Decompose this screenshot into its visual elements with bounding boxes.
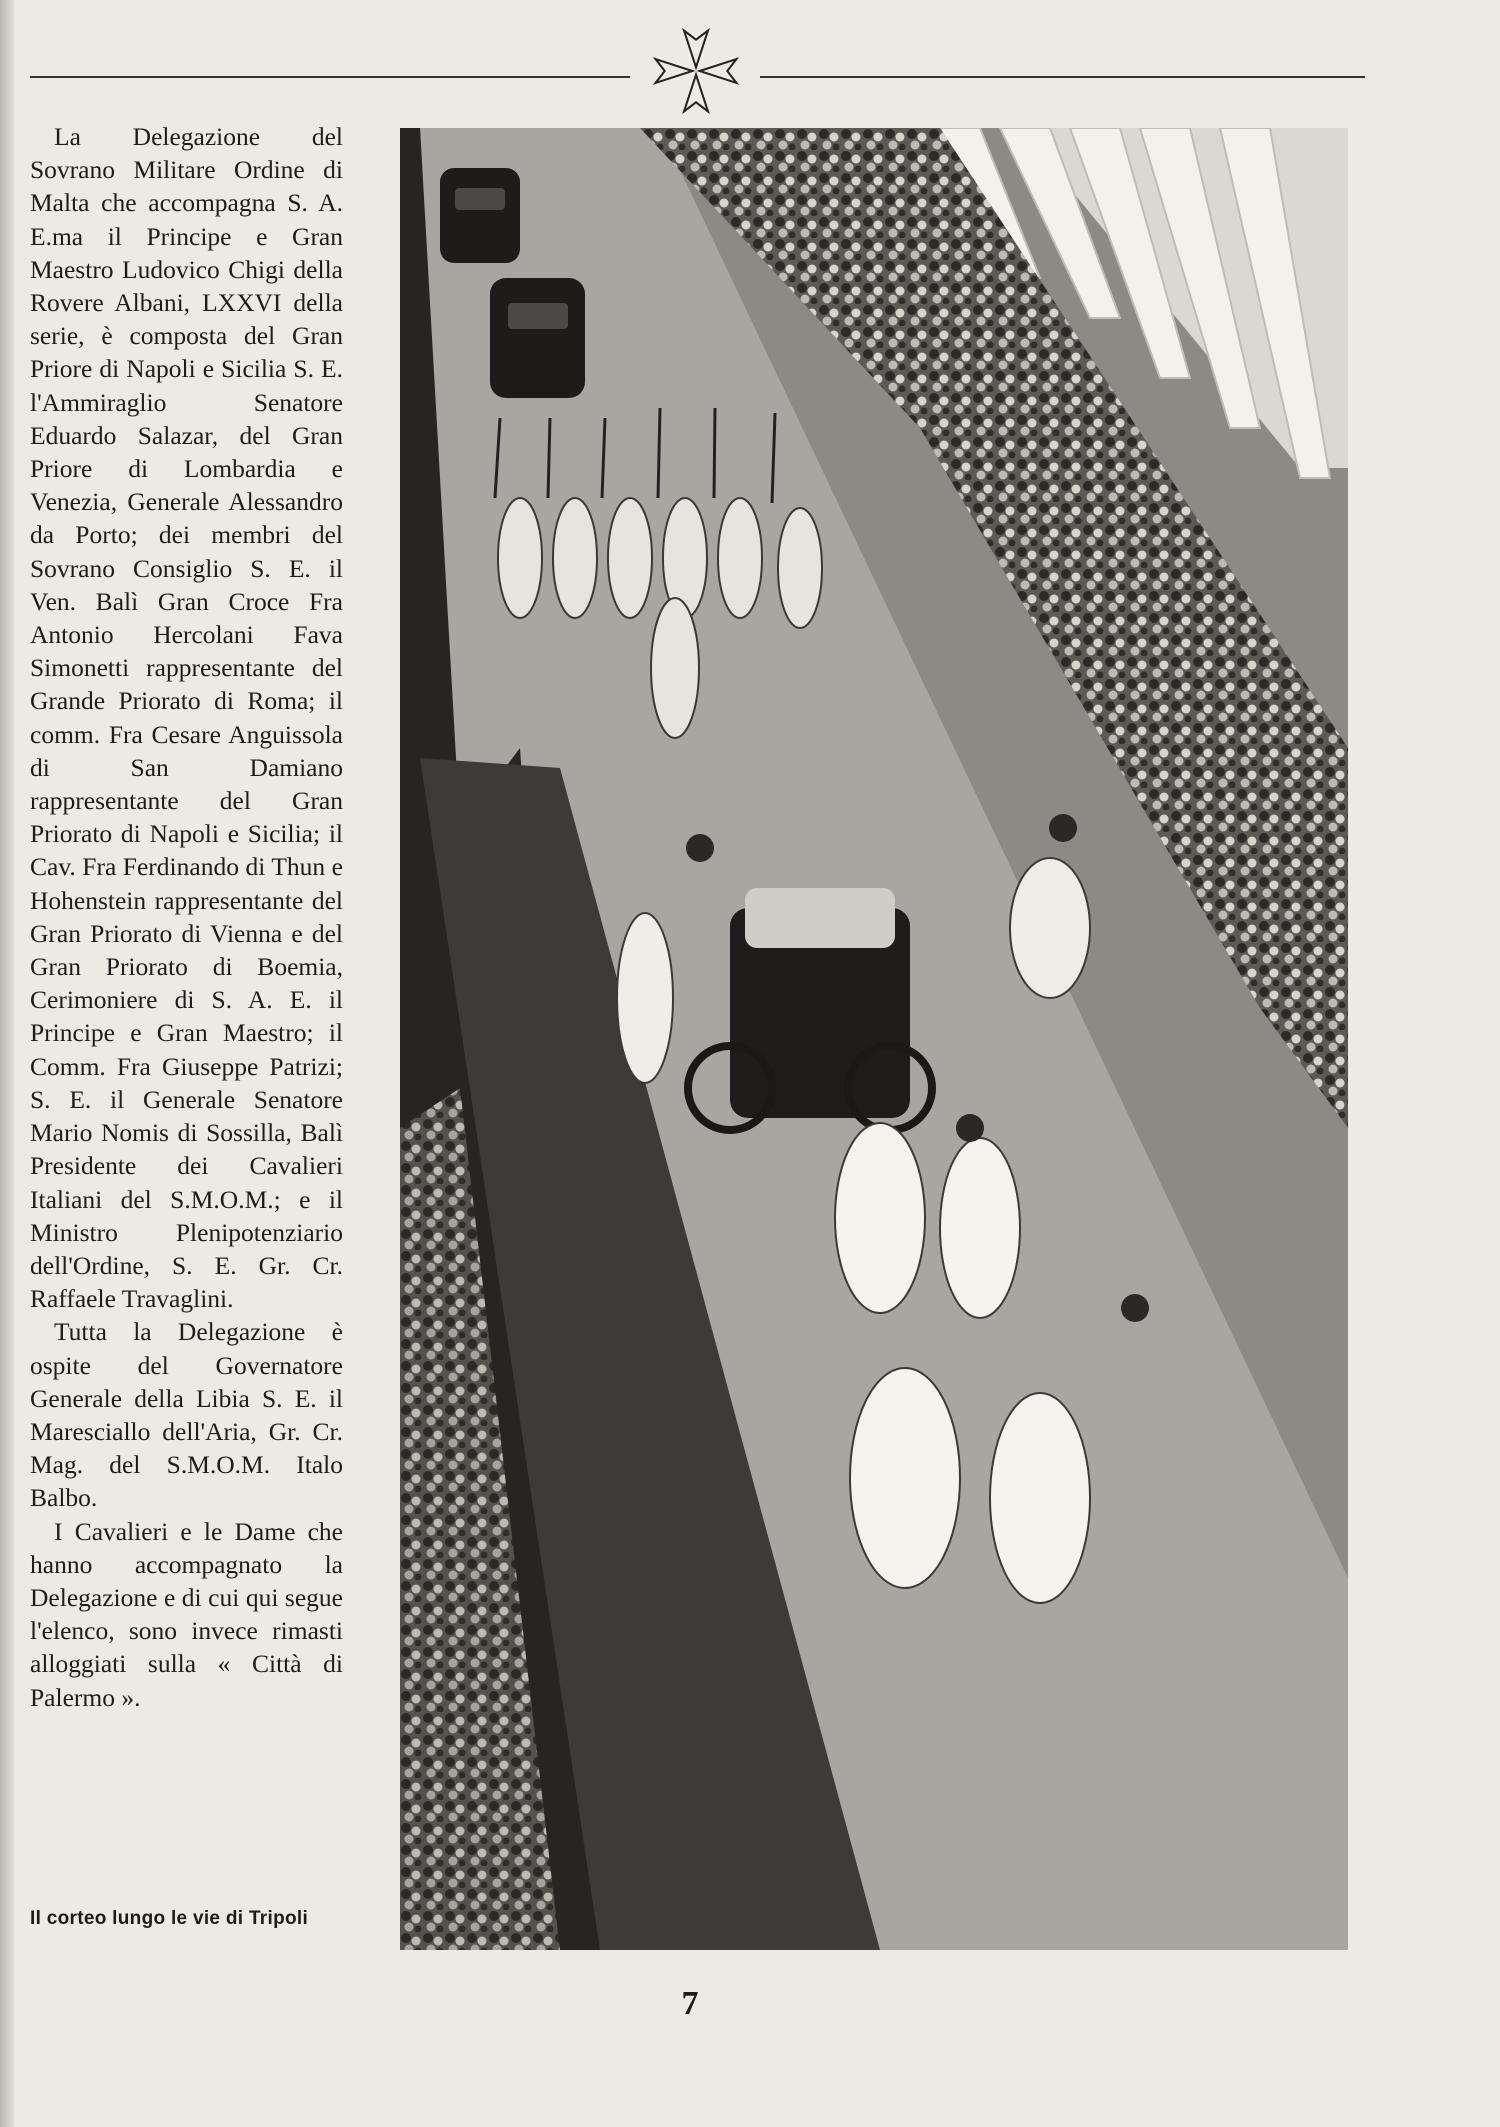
maltese-cross-icon xyxy=(650,25,742,117)
paragraph-host: Tutta la Delegazione è ospite del Governatore Generale della Libia S. E. il Maresciallo dell'Aria, Gr. Cr. Mag. del S.M.O.M. Italo Balbo. xyxy=(30,1317,343,1513)
page-number: 7 xyxy=(681,1985,699,2022)
header-rule-right xyxy=(760,76,1365,78)
page-edge xyxy=(0,0,14,2127)
article-text xyxy=(30,120,343,1714)
parade-photograph xyxy=(400,128,1348,1950)
paragraph-knights: I Cavalieri e le Dame che hanno accompagnato la Delegazione e di cui qui segue l'elenco, sono invece rimasti alloggiati sulla « Città di Palermo ». xyxy=(30,1516,343,1712)
header-rule-left xyxy=(30,76,630,78)
photo-caption: Il corteo lungo le vie di Tripoli xyxy=(30,1908,309,1929)
paragraph-delegation: La Delegazione del Sovrano Militare Ordine di Malta che accompagna S. A. E.ma il Principe e Gran Maestro Ludovico Chigi della Rovere Albani, LXXVI della serie, è composta del Gran Priore di Napoli e Sicilia S. E. l'Ammiraglio Senatore Eduardo Salazar, del Gran Priore di Lombardia e Venezia, Generale Alessandro da Porto; dei membri del Sovrano Consiglio S. E. il Ven. Balì Gran Croce Fra Antonio Hercolani Fava Simonetti rappresentante del Grande Priorato di Roma; il comm. Fra Cesare Anguissola di San Damiano rappresentante del Gran Priorato di Napoli e Sicilia; il Cav. Fra Ferdinando di Thun e Hohenstein rappresentante del Gran Priorato di Vienna e del Gran Priorato di Boemia, Cerimoniere di S. A. E. il Principe e Gran Maestro; il Comm. Fra Giuseppe Patrizi; S. E. il Generale Senatore Mario Nomis di Sossilla, Balì Presidente dei Cavalieri Italiani del S.M.O.M.; e il Ministro Plenipotenziario dell'Ordine, S. E. Gr. Cr. Raffaele Travaglini. xyxy=(30,122,343,1314)
